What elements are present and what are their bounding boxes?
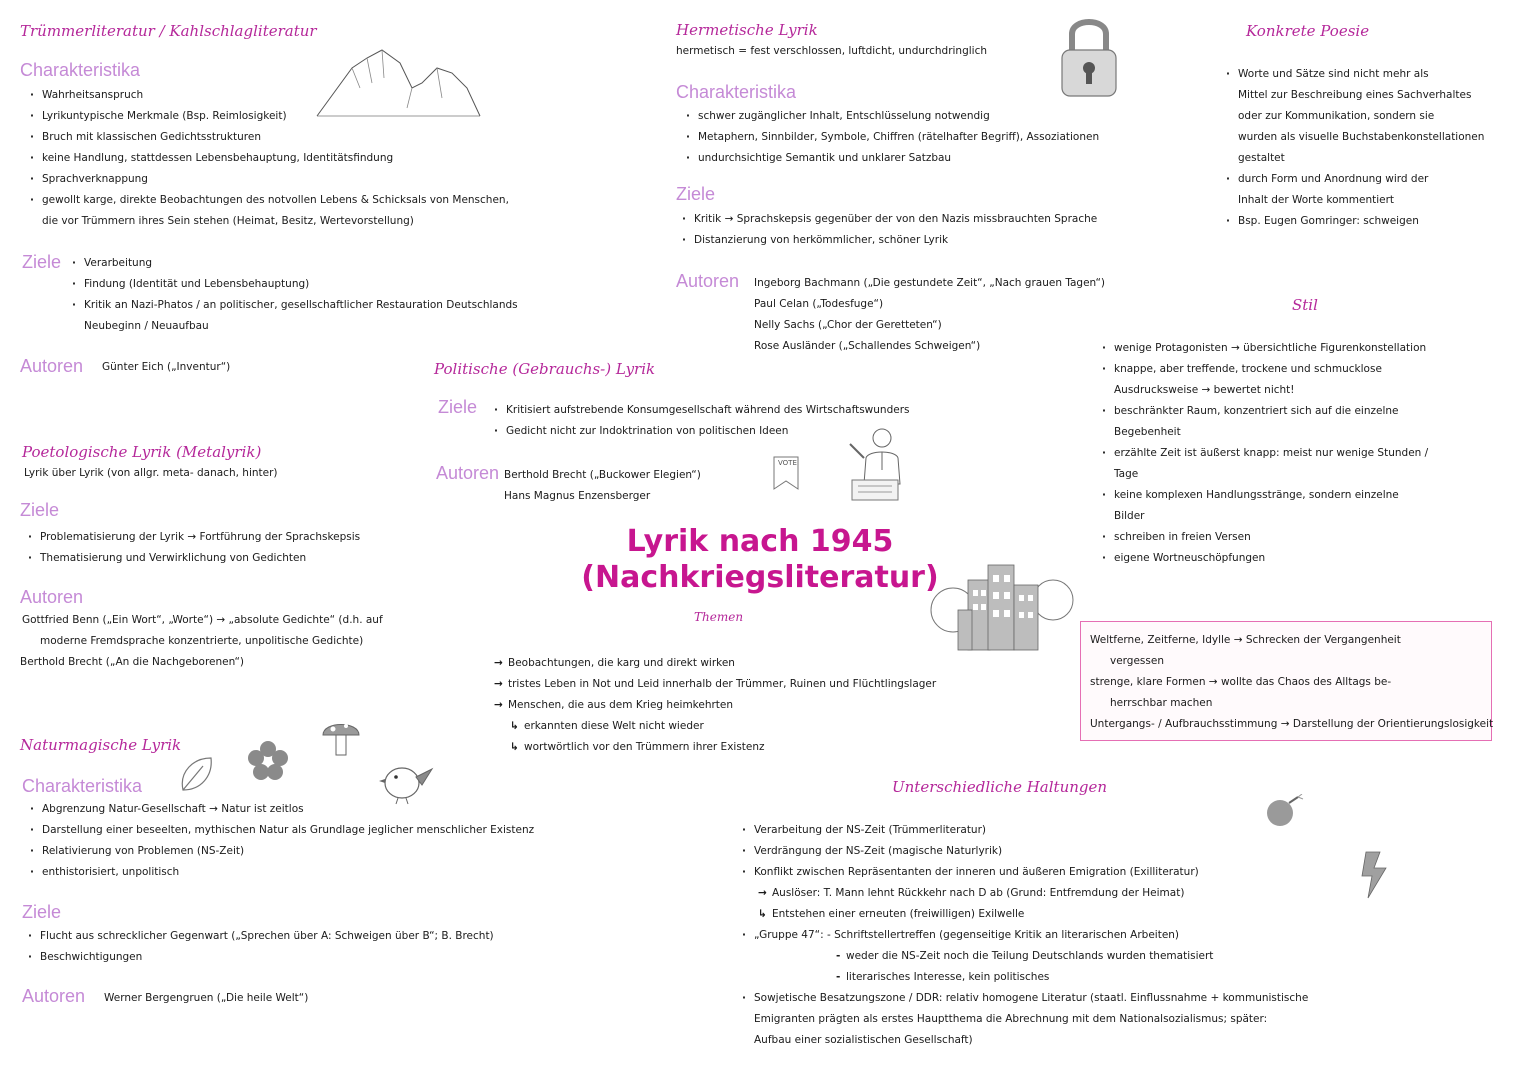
list-item: - weder die NS-Zeit noch die Teilung Deutschlands wurden thematisiert <box>832 946 1308 967</box>
mushroom-icon <box>320 715 362 761</box>
list-item: · enthistorisiert, unpolitisch <box>28 862 534 883</box>
hermetisch-ziele-list <box>680 209 1097 251</box>
list-item: · Sprachverknappung <box>28 169 509 190</box>
truemmer-charakteristika-list <box>28 85 509 232</box>
truemmer-charakteristika-head: Charakteristika <box>20 60 141 80</box>
list-item: · Wahrheitsanspruch <box>28 85 509 106</box>
list-item: · beschränkter Raum, konzentriert sich auf die einzelne <box>1100 401 1428 422</box>
bird-icon <box>378 755 434 805</box>
list-item: Nelly Sachs („Chor der Geretteten“) <box>754 319 942 331</box>
list-item: · Sowjetische Besatzungszone / DDR: relativ homogene Literatur (staatl. Einflussnahme + kommunistische <box>740 988 1308 1009</box>
list-item: · Verdrängung der NS-Zeit (magische Naturlyrik) <box>740 841 1308 862</box>
list-item: · keine komplexen Handlungsstränge, sondern einzelne <box>1100 485 1428 506</box>
truemmer-ziele-list <box>70 253 518 337</box>
main-title-line1: Lyrik nach 1945 <box>626 524 894 559</box>
main-title <box>560 524 960 596</box>
poetologisch-autor-2: Berthold Brecht („An die Nachgeborenen“) <box>20 656 245 668</box>
poetologisch-autor-0: Gottfried Benn („Ein Wort“, „Worte“) → „absolute Gedichte“ (d.h. auf <box>22 614 383 626</box>
list-item: Hans Magnus Enzensberger <box>504 490 651 502</box>
list-item: · Metaphern, Sinnbilder, Symbole, Chiffren (rätelhafter Begriff), Assoziationen <box>684 127 1099 148</box>
poetologisch-ziele-head: Ziele <box>20 500 60 520</box>
main-title-line2: (Nachkriegsliteratur) <box>581 560 939 595</box>
list-item: gestaltet <box>1238 152 1285 164</box>
list-item: Berthold Brecht („Buckower Elegien“) <box>504 469 701 481</box>
natur-ziele-list <box>26 926 494 968</box>
stil-list <box>1100 338 1428 569</box>
natur-title: Naturmagische Lyrik <box>20 736 182 754</box>
haltungen-title: Unterschiedliche Haltungen <box>892 778 1108 796</box>
hermetisch-ziele-head: Ziele <box>676 184 716 204</box>
padlock-icon <box>1058 10 1120 102</box>
leaf-icon <box>175 752 217 798</box>
list-item: · schwer zugänglicher Inhalt, Entschlüsselung notwendig <box>684 106 1099 127</box>
box-line: Untergangs- / Aufbrauchsstimmung → Darstellung der Orientierungslosigkeit <box>1090 718 1494 730</box>
natur-charakteristika-list <box>28 799 534 883</box>
hermetisch-charakteristika-head: Charakteristika <box>676 82 797 102</box>
stil-title: Stil <box>1292 296 1318 314</box>
natur-autoren-head: Autoren <box>22 986 86 1006</box>
politician-speaker-icon <box>842 424 908 502</box>
list-item: Aufbau einer sozialistischen Gesellschaft) <box>754 1034 973 1046</box>
list-item: ↳ wortwörtlich vor den Trümmern ihrer Existenz <box>510 737 936 758</box>
list-item: Emigranten prägten als erstes Hauptthema die Abrechnung mit dem Nationalsozialismus; später: <box>754 1013 1268 1025</box>
list-item: · Findung (Identität und Lebensbehauptung) <box>70 274 518 295</box>
poetologisch-ziele-list <box>26 527 360 569</box>
list-item: → Beobachtungen, die karg und direkt wirken <box>494 653 936 674</box>
list-item: Tage <box>1114 468 1139 480</box>
list-item: · schreiben in freien Versen <box>1100 527 1428 548</box>
truemmer-title: Trümmerliteratur / Kahlschlagliteratur <box>20 22 317 40</box>
list-item: · wenige Protagonisten → übersichtliche Figurenkonstellation <box>1100 338 1428 359</box>
natur-autoren: Werner Bergengruen („Die heile Welt“) <box>104 992 309 1004</box>
list-item: - literarisches Interesse, kein politisches <box>832 967 1308 988</box>
list-item: · Beschwichtigungen <box>26 947 494 968</box>
list-item: · „Gruppe 47“: - Schriftstellertreffen (gegenseitige Kritik an literarischen Arbeiten) <box>740 925 1308 946</box>
konkret-title: Konkrete Poesie <box>1246 22 1370 40</box>
box-line: strenge, klare Formen → wollte das Chaos des Alltags be- <box>1090 676 1392 688</box>
list-item: → Menschen, die aus dem Krieg heimkehrten <box>494 695 936 716</box>
list-item: · Bruch mit klassischen Gedichtsstrukturen <box>28 127 509 148</box>
list-item: Ausdrucksweise → bewertet nicht! <box>1114 384 1295 396</box>
konkret-list <box>1224 64 1484 232</box>
vote-label: VOTE <box>778 459 797 467</box>
list-item: · eigene Wortneuschöpfungen <box>1100 548 1428 569</box>
list-item: Inhalt der Worte kommentiert <box>1238 194 1395 206</box>
list-item: · Gedicht nicht zur Indoktrination von politischen Ideen <box>492 421 909 442</box>
politisch-title: Politische (Gebrauchs-) Lyrik <box>434 360 656 378</box>
truemmer-ziele-head: Ziele <box>22 252 62 272</box>
list-item: Bilder <box>1114 510 1145 522</box>
list-item: · Distanzierung von herkömmlicher, schöner Lyrik <box>680 230 1097 251</box>
list-item: ↳ erkannten diese Welt nicht wieder <box>510 716 936 737</box>
natur-ziele-head: Ziele <box>22 902 62 922</box>
list-item: → tristes Leben in Not und Leid innerhalb der Trümmer, Ruinen und Flüchtlingslager <box>494 674 936 695</box>
poetologisch-autoren-head: Autoren <box>20 587 84 607</box>
list-item: Mittel zur Beschreibung eines Sachverhaltes <box>1238 89 1472 101</box>
hermetisch-autoren-head: Autoren <box>676 271 740 291</box>
lightning-icon <box>1358 850 1390 900</box>
flower-icon <box>247 740 289 782</box>
city-ruins-illustration <box>928 540 1078 652</box>
list-item: · Kritisiert aufstrebende Konsumgesellschaft während des Wirtschaftswunders <box>492 400 909 421</box>
box-line: herrschbar machen <box>1110 697 1213 709</box>
list-item: · Verarbeitung der NS-Zeit (Trümmerliteratur) <box>740 820 1308 841</box>
list-item: · Kritik → Sprachskepsis gegenüber der von den Nazis missbrauchten Sprache <box>680 209 1097 230</box>
poetologisch-autor-1: moderne Fremdsprache konzentrierte, unpolitische Gedichte) <box>40 635 364 647</box>
list-item: · undurchsichtige Semantik und unklarer Satzbau <box>684 148 1099 169</box>
politisch-autoren-head: Autoren <box>436 463 500 483</box>
list-item: Begebenheit <box>1114 426 1181 438</box>
themen-head: Themen <box>694 610 744 624</box>
list-item: · Problematisierung der Lyrik → Fortführung der Sprachskepsis <box>26 527 360 548</box>
list-item: → Auslöser: T. Mann lehnt Rückkehr nach D ab (Grund: Entfremdung der Heimat) <box>758 883 1308 904</box>
list-item: · keine Handlung, stattdessen Lebensbehauptung, Identitätsfindung <box>28 148 509 169</box>
truemmer-autoren-head: Autoren <box>20 356 84 376</box>
list-item: ↳ Entstehen einer erneuten (freiwilligen) Exilwelle <box>758 904 1308 925</box>
hermetisch-title: Hermetische Lyrik <box>676 21 818 39</box>
list-item: · durch Form und Anordnung wird der <box>1224 169 1484 190</box>
natur-charakteristika-head: Charakteristika <box>22 776 143 796</box>
poetologisch-subtitle: Lyrik über Lyrik (von allgr. meta- danach, hinter) <box>24 467 278 479</box>
hermetisch-subtitle: hermetisch = fest verschlossen, luftdicht, undurchdringlich <box>676 45 988 57</box>
list-item: oder zur Kommunikation, sondern sie <box>1238 110 1435 122</box>
box-line: Weltferne, Zeitferne, Idylle → Schrecken der Vergangenheit <box>1090 634 1401 646</box>
box-line: vergessen <box>1110 655 1164 667</box>
list-item: · erzählte Zeit ist äußerst knapp: meist nur wenige Stunden / <box>1100 443 1428 464</box>
haltungen-list <box>740 820 1308 1051</box>
summary-box-lines <box>1090 630 1493 735</box>
list-item: · Abgrenzung Natur-Gesellschaft → Natur ist zeitlos <box>28 799 534 820</box>
politisch-ziele-head: Ziele <box>438 397 478 417</box>
list-item: · Verarbeitung <box>70 253 518 274</box>
list-item: · Bsp. Eugen Gomringer: schweigen <box>1224 211 1484 232</box>
list-item: · knappe, aber treffende, trockene und schmucklose <box>1100 359 1428 380</box>
themen-list <box>494 653 936 758</box>
list-item: · Worte und Sätze sind nicht mehr als <box>1224 64 1484 85</box>
poetologisch-title: Poetologische Lyrik (Metalyrik) <box>22 443 262 461</box>
hermetisch-autoren-list <box>754 273 1105 357</box>
truemmer-autoren: Günter Eich („Inventur“) <box>102 361 231 373</box>
list-item: die vor Trümmern ihres Sein stehen (Heimat, Besitz, Wertevorstellung) <box>42 215 414 227</box>
list-item: · Konflikt zwischen Repräsentanten der inneren und äußeren Emigration (Exilliteratur) <box>740 862 1308 883</box>
list-item: · Thematisierung und Verwirklichung von Gedichten <box>26 548 360 569</box>
hermetisch-charakteristika-list <box>684 106 1099 169</box>
list-item: · gewollt karge, direkte Beobachtungen des notvollen Lebens & Schicksals von Menschen, <box>28 190 509 211</box>
list-item: · Relativierung von Problemen (NS-Zeit) <box>28 841 534 862</box>
list-item: · Flucht aus schrecklicher Gegenwart („Sprechen über A: Schweigen über B“; B. Brecht) <box>26 926 494 947</box>
list-item: Paul Celan („Todesfuge“) <box>754 298 884 310</box>
list-item: · Lyrikuntypische Merkmale (Bsp. Reimlosigkeit) <box>28 106 509 127</box>
list-item: Rose Ausländer („Schallendes Schweigen“) <box>754 340 981 352</box>
list-item: · Kritik an Nazi-Phatos / an politischer, gesellschaftlicher Restauration Deutschlands <box>70 295 518 316</box>
list-item: · Darstellung einer beseelten, mythischen Natur als Grundlage jeglicher menschlicher Existenz <box>28 820 534 841</box>
list-item: Neubeginn / Neuaufbau <box>84 320 209 332</box>
list-item: Ingeborg Bachmann („Die gestundete Zeit“, „Nach grauen Tagen“) <box>754 277 1105 289</box>
list-item: wurden als visuelle Buchstabenkonstellationen <box>1238 131 1485 143</box>
politisch-autoren-list <box>504 465 701 507</box>
